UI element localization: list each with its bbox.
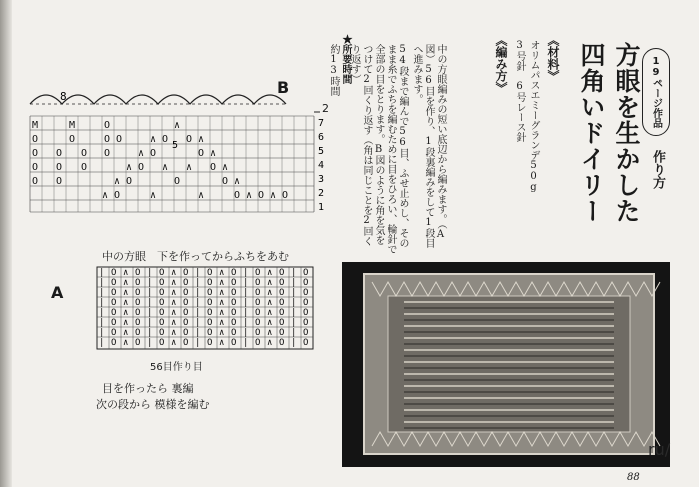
chart-a-symbol: ∧ <box>171 338 177 348</box>
svg-text:∧: ∧ <box>186 162 193 173</box>
chart-a-symbol: O <box>279 268 285 278</box>
time-heading: ★所要時間 <box>340 34 351 84</box>
svg-text:∧: ∧ <box>126 162 133 173</box>
chart-a-symbol: | <box>291 308 297 318</box>
svg-text:∧: ∧ <box>270 190 277 201</box>
chart-a-symbol: O <box>303 298 309 308</box>
chart-a-symbol: O <box>231 268 237 278</box>
chart-a-symbol: | <box>147 288 153 298</box>
chart-a-symbol: O <box>231 318 237 328</box>
chart-b-arrow-label: 2 <box>322 102 329 115</box>
svg-text:O: O <box>138 162 145 173</box>
chart-a-symbol: ∧ <box>171 278 177 288</box>
chart-a-symbol: ∧ <box>219 298 225 308</box>
svg-text:2: 2 <box>318 188 325 199</box>
chart-a-symbol: O <box>207 288 213 298</box>
chart-a-symbol: O <box>279 278 285 288</box>
svg-text:5: 5 <box>318 146 325 157</box>
subtitle: 作り方 <box>650 150 665 189</box>
chart-a-symbol: O <box>279 338 285 348</box>
chart-a-symbol: O <box>159 328 165 338</box>
chart-a-symbol: O <box>183 318 189 328</box>
chart-a-symbol: | <box>195 278 201 288</box>
svg-text:O: O <box>81 148 88 159</box>
chart-a-caption: 中の方眼 下を作ってからふちをあむ <box>102 250 289 263</box>
chart-a-symbol: ∧ <box>123 278 129 288</box>
page-tag-text: 19ページ作品 <box>650 56 662 128</box>
chart-a-symbol: O <box>255 308 261 318</box>
svg-text:O: O <box>162 134 169 145</box>
chart-a-symbol: O <box>279 288 285 298</box>
chart-a-symbol: O <box>231 288 237 298</box>
materials-line2: 3号針 6号レース針 <box>514 40 525 142</box>
svg-text:O: O <box>32 148 39 159</box>
chart-a-symbol: O <box>279 298 285 308</box>
chart-a-symbol: O <box>135 308 141 318</box>
chart-a-symbol: | <box>195 318 201 328</box>
svg-text:O: O <box>56 176 63 187</box>
svg-text:O: O <box>69 134 76 145</box>
chart-a-symbol: ∧ <box>123 328 129 338</box>
chart-a-symbol: O <box>183 328 189 338</box>
chart-a-symbol: O <box>183 278 189 288</box>
svg-text:∧: ∧ <box>150 190 157 201</box>
watermark-text: ru/ <box>648 440 671 459</box>
chart-a-symbol: | <box>99 308 105 318</box>
chart-a-symbol: | <box>243 308 249 318</box>
chart-a-symbol: O <box>303 268 309 278</box>
chart-b-diagram <box>26 84 326 216</box>
chart-a-symbol: | <box>99 298 105 308</box>
chart-a-symbol: | <box>147 308 153 318</box>
chart-a-symbol: ∧ <box>267 338 273 348</box>
chart-a-symbol: O <box>111 278 117 288</box>
title-line1: 方眼を生かした <box>612 42 641 224</box>
svg-text:O: O <box>32 162 39 173</box>
method-paragraph-1: 中の方眼編みの短い底辺から編みます。（A図）56目を作り、1段裏編みをして1段目へ進みます。 <box>411 44 446 248</box>
chart-a-symbol: O <box>279 308 285 318</box>
chart-a-symbol: | <box>99 268 105 278</box>
chart-a-diagram <box>96 266 318 352</box>
chart-a-symbol: | <box>243 338 249 348</box>
chart-a-symbol: O <box>231 328 237 338</box>
chart-a-symbol: O <box>255 278 261 288</box>
page-tag <box>642 48 670 136</box>
chart-a-symbol: ∧ <box>219 338 225 348</box>
chart-a-symbol: ∧ <box>219 318 225 328</box>
chart-a-symbol: ∧ <box>267 298 273 308</box>
svg-text:O: O <box>150 148 157 159</box>
chart-a-symbol: ∧ <box>219 308 225 318</box>
chart-a-symbol: | <box>243 278 249 288</box>
scallop-edge <box>30 95 286 104</box>
chart-a-symbol: O <box>231 298 237 308</box>
chart-a-symbol: O <box>303 318 309 328</box>
svg-text:1: 1 <box>318 202 325 213</box>
chart-a-symbol: O <box>207 278 213 288</box>
svg-text:∧: ∧ <box>162 162 169 173</box>
chart-a-symbol: ∧ <box>171 328 177 338</box>
chart-a-symbol: O <box>135 288 141 298</box>
svg-text:O: O <box>174 176 181 187</box>
chart-a-symbol: ∧ <box>123 288 129 298</box>
chart-a-symbol: ∧ <box>123 318 129 328</box>
svg-text:∧: ∧ <box>198 134 205 145</box>
chart-a-symbol: O <box>111 298 117 308</box>
chart-a-symbol: ∧ <box>123 338 129 348</box>
chart-a-symbol: O <box>255 288 261 298</box>
chart-a-symbol: O <box>111 268 117 278</box>
doily-photo <box>342 262 670 467</box>
chart-b-row-numbers <box>318 118 324 213</box>
chart-a-symbol: | <box>147 278 153 288</box>
chart-a-symbol: O <box>207 298 213 308</box>
chart-a-symbol: O <box>159 308 165 318</box>
svg-text:O: O <box>282 190 289 201</box>
svg-text:O: O <box>56 148 63 159</box>
svg-text:M: M <box>32 120 39 131</box>
chart-a-note2: 次の段から 模様を編む <box>96 398 210 411</box>
svg-text:O: O <box>32 134 39 145</box>
chart-a-symbol: ∧ <box>267 308 273 318</box>
chart-a-symbol: O <box>279 328 285 338</box>
chart-a-symbol: O <box>135 338 141 348</box>
chart-a-symbol: ∧ <box>219 328 225 338</box>
chart-a-symbol: O <box>159 268 165 278</box>
chart-a-symbol: O <box>135 318 141 328</box>
chart-a-symbol: ∧ <box>123 298 129 308</box>
chart-a-symbol: ∧ <box>219 288 225 298</box>
chart-a-symbol: ∧ <box>171 288 177 298</box>
svg-text:O: O <box>186 134 193 145</box>
svg-text:O: O <box>116 134 123 145</box>
chart-a-symbol: | <box>291 328 297 338</box>
chart-a-symbol: O <box>159 298 165 308</box>
svg-text:3: 3 <box>318 174 325 185</box>
chart-a-symbol: ∧ <box>171 308 177 318</box>
chart-a-symbol: | <box>243 298 249 308</box>
chart-a-symbol: ∧ <box>171 268 177 278</box>
chart-a-symbol: O <box>207 308 213 318</box>
chart-a-symbol: | <box>99 278 105 288</box>
chart-a-symbol: | <box>147 298 153 308</box>
chart-a-symbol: | <box>243 288 249 298</box>
chart-a-symbol: ∧ <box>267 268 273 278</box>
svg-text:∧: ∧ <box>150 134 157 145</box>
chart-a-symbol: O <box>303 338 309 348</box>
method-paragraph-2: 54段まで編んで56目、ふせ止めし、そのまま糸でふちを編むために目をひろい、輪針で全部の目をとります。B図のように角を気をつけて2回くり返す（角は同じことを2回くり返す） <box>349 44 408 254</box>
svg-text:O: O <box>56 162 63 173</box>
chart-a-symbol: | <box>99 328 105 338</box>
chart-a-symbol: | <box>195 288 201 298</box>
chart-a-symbol: | <box>291 288 297 298</box>
svg-text:∧: ∧ <box>222 162 229 173</box>
chart-a-symbol: | <box>195 308 201 318</box>
chart-a-symbol: O <box>303 328 309 338</box>
svg-text:O: O <box>210 162 217 173</box>
chart-a-symbol: ∧ <box>123 308 129 318</box>
svg-text:∧: ∧ <box>210 148 217 159</box>
chart-a-symbol: | <box>195 268 201 278</box>
chart-a-symbol: ∧ <box>171 298 177 308</box>
svg-text:M: M <box>69 120 76 131</box>
chart-b-top-number: 8 <box>60 90 67 103</box>
chart-a-symbol: O <box>303 278 309 288</box>
chart-a-symbol: O <box>135 268 141 278</box>
chart-b-label: B <box>277 78 290 97</box>
chart-a-symbol: | <box>243 318 249 328</box>
chart-a-symbol: | <box>147 338 153 348</box>
materials-line1: オリムパスエミーグランデ50g <box>528 40 539 193</box>
chart-a-symbol: | <box>243 328 249 338</box>
chart-a-symbol: | <box>147 318 153 328</box>
chart-a-symbol: | <box>147 328 153 338</box>
doily-illustration <box>342 262 670 467</box>
chart-a-symbol: | <box>99 338 105 348</box>
svg-text:7: 7 <box>318 118 325 129</box>
chart-a-symbol: ∧ <box>267 288 273 298</box>
svg-text:O: O <box>104 134 111 145</box>
chart-a-symbol: | <box>291 278 297 288</box>
chart-a-symbol: | <box>99 288 105 298</box>
chart-a-symbol: ∧ <box>123 268 129 278</box>
chart-a-symbol: O <box>183 298 189 308</box>
chart-a-symbol: ∧ <box>267 328 273 338</box>
chart-a-symbol: O <box>207 318 213 328</box>
chart-a-symbol: O <box>159 278 165 288</box>
chart-a-symbol: | <box>99 318 105 328</box>
chart-b-symbols <box>32 120 288 201</box>
chart-a-note1: 目を作ったら 裏編 <box>102 382 194 395</box>
svg-text:O: O <box>104 120 111 131</box>
svg-text:O: O <box>222 176 229 187</box>
chart-a-symbol: O <box>183 338 189 348</box>
svg-text:4: 4 <box>318 160 325 171</box>
svg-text:∧: ∧ <box>198 190 205 201</box>
svg-text:O: O <box>126 176 133 187</box>
chart-a-symbol: ∧ <box>219 278 225 288</box>
time-value: 約13時間 <box>328 44 339 96</box>
chart-a-symbol: O <box>111 288 117 298</box>
chart-a-symbol: O <box>231 278 237 288</box>
svg-text:O: O <box>258 190 265 201</box>
chart-a-symbol: | <box>291 298 297 308</box>
chart-a-symbol: O <box>183 268 189 278</box>
chart-a-symbol: O <box>207 338 213 348</box>
chart-a-symbol: O <box>135 328 141 338</box>
chart-a-symbol: O <box>135 298 141 308</box>
chart-a-symbol: ∧ <box>219 268 225 278</box>
chart-a-symbol: O <box>255 318 261 328</box>
chart-a-symbol: O <box>255 268 261 278</box>
svg-text:O: O <box>81 162 88 173</box>
chart-a-symbol: O <box>183 308 189 318</box>
chart-a-symbol: O <box>207 328 213 338</box>
chart-a-symbol: | <box>195 338 201 348</box>
chart-a-symbol: O <box>135 278 141 288</box>
chart-a-symbol: | <box>195 328 201 338</box>
chart-a-symbol: O <box>159 318 165 328</box>
svg-text:O: O <box>114 190 121 201</box>
chart-a-symbol: ∧ <box>267 318 273 328</box>
chart-a-symbol: O <box>231 308 237 318</box>
chart-a-symbol: O <box>303 308 309 318</box>
chart-a-symbol: O <box>159 338 165 348</box>
chart-a-symbol: O <box>303 288 309 298</box>
svg-text:∧: ∧ <box>234 176 241 187</box>
chart-b-center-number: 5 <box>172 140 179 151</box>
svg-text:O: O <box>234 190 241 201</box>
chart-a-symbol: O <box>255 298 261 308</box>
svg-text:∧: ∧ <box>102 190 109 201</box>
svg-text:O: O <box>32 176 39 187</box>
method-heading: 《編み方》 <box>494 34 508 94</box>
chart-a-label: A <box>51 283 64 302</box>
chart-a-symbol: O <box>111 318 117 328</box>
materials-heading: 《材料》 <box>546 34 560 82</box>
title-line2: 四角いドイリー <box>577 42 606 224</box>
chart-a-symbol: ∧ <box>267 278 273 288</box>
chart-a-symbol: O <box>111 338 117 348</box>
page-gutter <box>0 0 12 487</box>
chart-a-symbol: O <box>207 268 213 278</box>
svg-text:∧: ∧ <box>246 190 253 201</box>
chart-a-symbol: O <box>111 308 117 318</box>
chart-a-symbol: O <box>279 318 285 328</box>
chart-a-symbol: | <box>291 338 297 348</box>
chart-a-symbol: O <box>111 328 117 338</box>
svg-text:∧: ∧ <box>138 148 145 159</box>
svg-text:∧: ∧ <box>114 176 121 187</box>
chart-a-symbol: | <box>291 318 297 328</box>
chart-a-symbol: O <box>255 328 261 338</box>
chart-a-symbol: | <box>243 268 249 278</box>
chart-a-symbol: ∧ <box>171 318 177 328</box>
svg-text:O: O <box>198 148 205 159</box>
chart-a-symbol: O <box>183 288 189 298</box>
chart-a-symbol: O <box>255 338 261 348</box>
page-number: 88 <box>627 472 640 483</box>
svg-text:6: 6 <box>318 132 325 143</box>
chart-a-symbol: | <box>195 298 201 308</box>
chart-a-symbol: | <box>147 268 153 278</box>
chart-a-stitch-count: 56目作り目 <box>150 362 203 373</box>
chart-a-symbol: O <box>159 288 165 298</box>
chart-a-symbol: O <box>231 338 237 348</box>
chart-a-symbol: | <box>291 268 297 278</box>
svg-text:O: O <box>104 148 111 159</box>
svg-text:∧: ∧ <box>174 120 181 131</box>
